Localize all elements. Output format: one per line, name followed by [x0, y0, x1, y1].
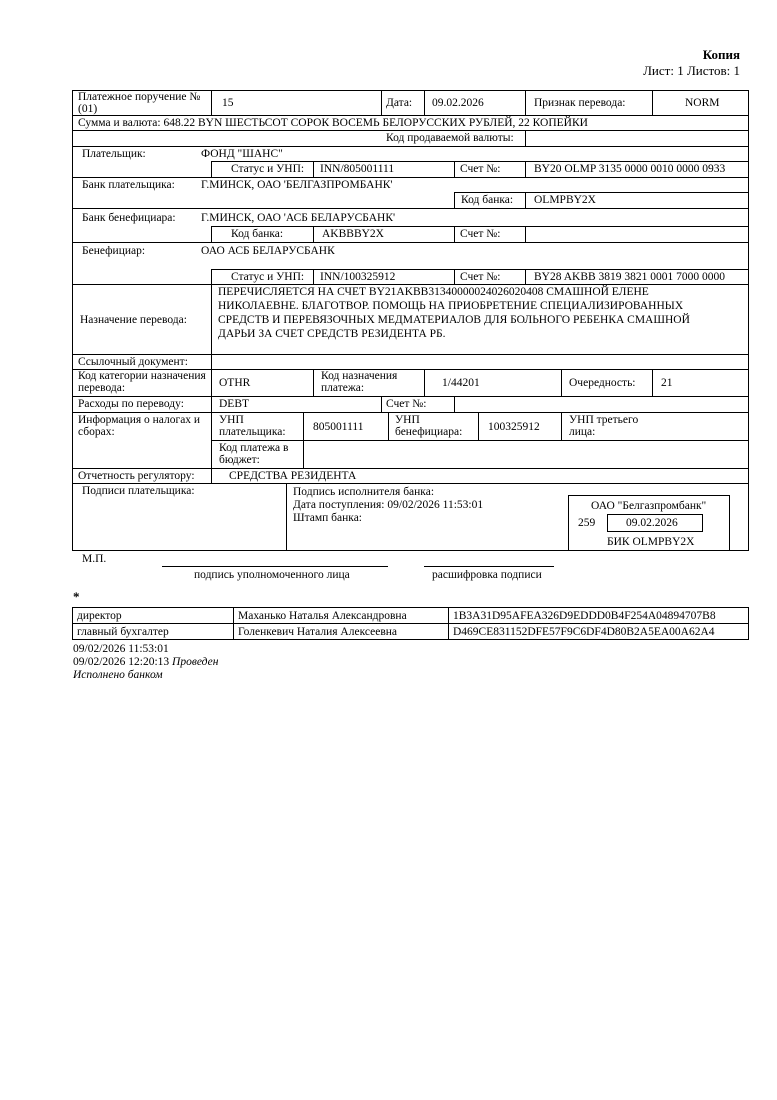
transfer-sign-label: Признак перевода:: [534, 97, 626, 109]
payer-bank-code: OLMPBY2X: [534, 194, 596, 206]
signer-hash: 1B3A31D95AFEA326D9EDDD0B4F254A04894707B8: [449, 608, 749, 624]
beneficiary-unp: INN/100325912: [320, 271, 396, 283]
beneficiary-label: Бенефициар:: [82, 245, 146, 257]
signers-table: [72, 607, 749, 640]
purpose-line-3: СРЕДСТВ И ПЕРЕВЯЗОЧНЫХ МЕДМАТЕРИАЛОВ ДЛЯ БОЛЬНОГО РЕБЕНКА СМАШНОЙ: [218, 314, 690, 326]
beneficiary-status-label: Статус и УНП:: [231, 271, 305, 283]
beneficiary-bank-code: AKBBBY2X: [322, 228, 384, 240]
footer-executed: Исполнено банком: [73, 669, 163, 681]
signature-caption: подпись уполномоченного лица: [194, 569, 350, 581]
table-row: [73, 624, 749, 640]
payer-account: BY20 OLMP 3135 0000 0010 0000 0933: [534, 163, 726, 175]
footer-processed: [73, 656, 218, 668]
copy-label: Копия: [702, 47, 740, 62]
payer-label: Плательщик:: [82, 148, 146, 160]
signer-role: главный бухгалтер: [73, 624, 234, 640]
regulator-value: СРЕДСТВА РЕЗИДЕНТА: [229, 470, 357, 482]
payer-unp: INN/805001111: [320, 163, 395, 175]
transfer-sign: NORM: [685, 97, 720, 109]
payer-bank-label: Банк плательщика:: [82, 179, 175, 191]
category-label: Код категории назначения перевода:: [78, 370, 206, 394]
table-row: [73, 608, 749, 624]
signer-hash: D469CE831152DFE57F9C6DF4D80B2A5EA00A62A4: [449, 624, 749, 640]
purpose-line-1: ПЕРЕЧИСЛЯЕТСЯ НА СЧЕТ BY21AKBB31340000024026020408 СМАШНОЙ ЕЛЕНЕ: [218, 286, 649, 298]
decode-line: [424, 566, 554, 567]
beneficiary-bank-account-label: Счет №:: [460, 228, 501, 240]
amount-line: Сумма и валюта: 648.22 BYN ШЕСТЬСОТ СОРОК ВОСЕМЬ БЕЛОРУССКИХ РУБЛЕЙ, 22 КОПЕЙКИ: [78, 117, 588, 129]
payer-signatures-label: Подписи плательщика:: [82, 485, 195, 497]
bank-stamp-label: Штамп банка:: [293, 512, 362, 524]
sheet-info: Лист: 1 Листов: 1: [643, 63, 740, 78]
stamp-bic: БИК OLMPBY2X: [607, 536, 695, 548]
payer-status-label: Статус и УНП:: [231, 163, 305, 175]
beneficiary-unp-label: УНП бенефициара:: [395, 414, 463, 438]
reference-doc-label: Ссылочный документ:: [78, 356, 188, 368]
signer-role: директор: [73, 608, 234, 624]
bank-sign-label: Подпись исполнителя банка:: [293, 486, 435, 498]
mp-label: М.П.: [82, 553, 107, 565]
priority-label: Очередность:: [569, 377, 636, 389]
budget-code-label: Код платежа в бюджет:: [219, 442, 289, 466]
regulator-label: Отчетность регулятору:: [78, 470, 195, 482]
order-date: 09.02.2026: [432, 97, 484, 109]
payer-name: ФОНД "ШАНС": [201, 148, 283, 160]
taxes-beneficiary-unp: 100325912: [488, 421, 540, 433]
expenses-label: Расходы по переводу:: [78, 398, 184, 410]
stamp-date-box: [607, 514, 703, 532]
sold-currency-label: Код продаваемой валюты:: [386, 132, 514, 144]
footer-processed-time: 09/02/2026 12:20:13: [73, 656, 170, 668]
category-value: OTHR: [219, 377, 251, 389]
beneficiary-bank-label: Банк бенефициара:: [82, 212, 176, 224]
purpose-line-4: ДАРЬИ ЗА СЧЕТ СРЕДСТВ РЕЗИДЕНТА РБ.: [218, 328, 446, 340]
stamp-date: 09.02.2026: [626, 517, 678, 529]
purpose-code-label: Код назначения платежа:: [321, 370, 398, 394]
taxes-payer-unp: 805001111: [313, 421, 364, 433]
footer-received: 09/02/2026 11:53:01: [73, 643, 169, 655]
payer-bank-code-label: Код банка:: [461, 194, 514, 206]
signer-name: Маханько Наталья Александровна: [234, 608, 449, 624]
beneficiary-name: ОАО АСБ БЕЛАРУСБАНК: [201, 245, 335, 257]
receipt-date: Дата поступления: 09/02/2026 11:53:01: [293, 499, 484, 511]
purpose-code: 1/44201: [442, 377, 480, 389]
date-label: Дата:: [386, 97, 413, 109]
purpose-label: Назначение перевода:: [80, 314, 187, 326]
payer-bank-name: Г.МИНСК, ОАО 'БЕЛГАЗПРОМБАНК': [201, 179, 393, 191]
signer-name: Голенкевич Наталия Алексеевна: [234, 624, 449, 640]
stamp-bank-name: ОАО "Белгазпромбанк": [591, 500, 707, 512]
third-party-unp-label: УНП третьего лица:: [569, 414, 639, 438]
beneficiary-account: BY28 AKBB 3819 3821 0001 7000 0000: [534, 271, 726, 283]
footer-processed-status: Проведен: [172, 656, 219, 668]
taxes-label: Информация о налогах и сборах:: [78, 414, 201, 438]
asterisk-mark: *: [73, 589, 80, 604]
beneficiary-bank-code-label: Код банка:: [231, 228, 284, 240]
order-label: Платежное поручение № (01): [78, 91, 201, 115]
order-number: 15: [222, 97, 234, 109]
purpose-line-2: НИКОЛАЕВНЕ. БЛАГОТВОР. ПОМОЩЬ НА ПРИОБРЕТЕНИЕ СПЕЦИАЛИЗИРОВАННЫХ: [218, 300, 684, 312]
payer-account-label: Счет №:: [460, 163, 501, 175]
beneficiary-bank-name: Г.МИНСК, ОАО 'АСБ БЕЛАРУСБАНК': [201, 212, 396, 224]
priority-value: 21: [661, 377, 673, 389]
expenses-account-label: Счет №:: [386, 398, 427, 410]
stamp-number: 259: [578, 517, 596, 529]
decode-caption: расшифровка подписи: [432, 569, 542, 581]
signature-line: [162, 566, 388, 567]
payer-unp-label: УНП плательщика:: [219, 414, 286, 438]
expenses-value: DEBT: [219, 398, 250, 410]
bank-stamp: [568, 495, 730, 551]
beneficiary-account-label: Счет №:: [460, 271, 501, 283]
